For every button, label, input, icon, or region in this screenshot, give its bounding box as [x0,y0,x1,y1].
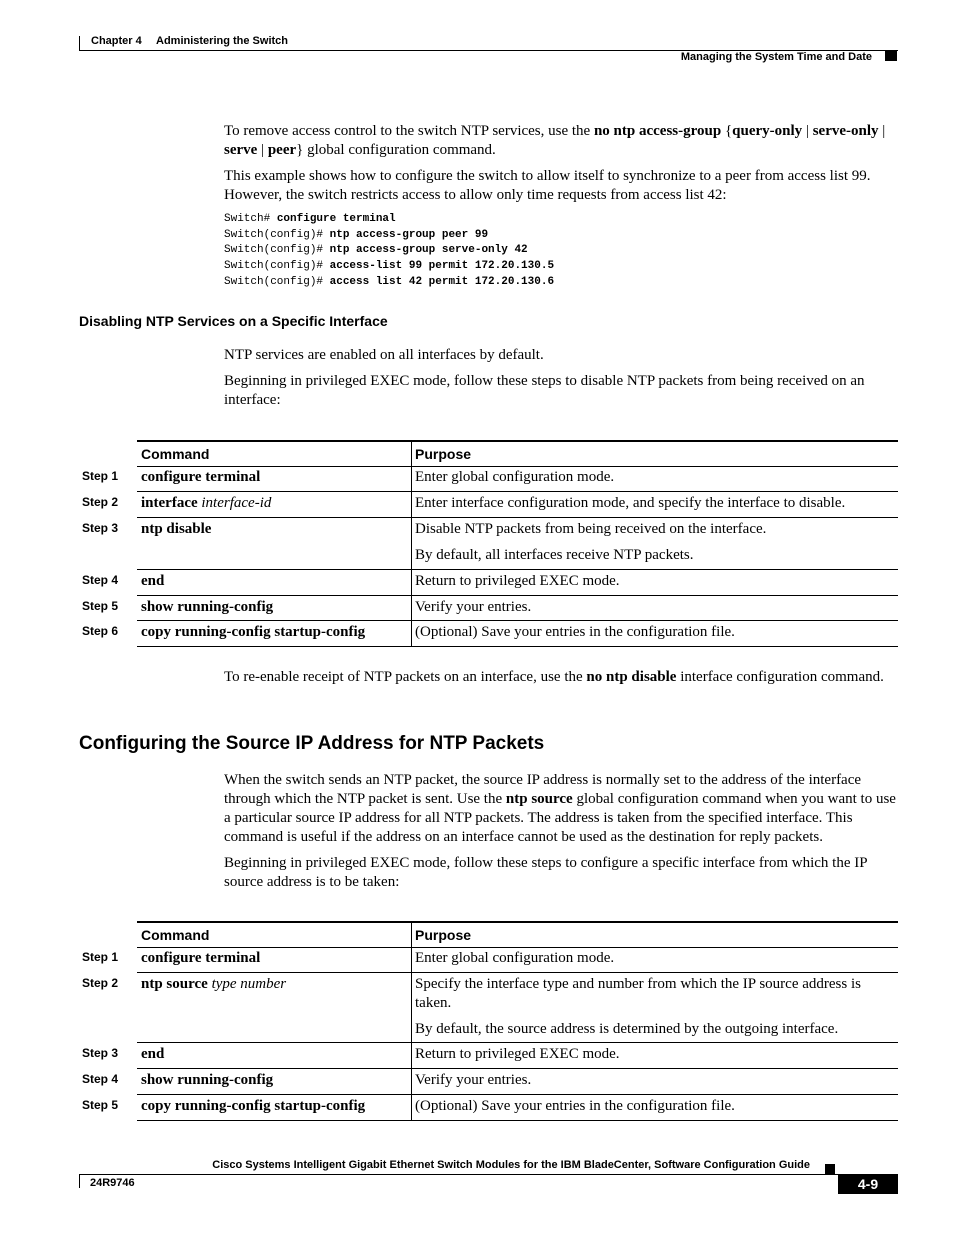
command-cell [141,520,211,539]
code-prompt: Switch(config)# [224,260,330,273]
table-header-row [137,921,898,948]
text-run: When the switch sends an NTP packet, the source IP address is normally set to the address of the interface through which the NTP packet is sent. Use the [224,772,862,807]
command-argument: type number [211,976,287,992]
step-label: Step 6 [82,624,119,638]
code-command: ntp access-group peer 99 [329,228,489,241]
code-prompt: Switch(config)# [224,228,330,241]
command-name: copy running-config startup-config [141,1098,366,1114]
command-name: configure terminal [141,469,261,485]
command-name: configure terminal [141,950,261,966]
footer-doc-number: 24R9746 [90,1177,135,1189]
command-cell [141,975,286,994]
command-cell [141,468,260,487]
header-rule-vertical [79,36,80,50]
text-run: | [878,123,886,139]
text-run: | [802,123,813,139]
command-cell [141,1045,164,1064]
code-line [224,259,554,275]
purpose-text: (Optional) Save your entries in the configuration file. [415,1098,735,1114]
code-prompt: Switch# [224,213,277,225]
code-command: access-list 99 permit 172.20.130.5 [329,260,555,273]
code-prompt: Switch(config)# [224,275,330,288]
text-run: global configuration command when you want to use a particular source IP address for all NTP packets. The address is taken from the specified interface. This command is useful if the address on an interface cannot be used as the destination for reply packets. [224,791,896,845]
table-row [137,492,898,518]
purpose-cell [415,1097,895,1116]
table-row [137,466,898,492]
purpose-text: Return to privileged EXEC mode. [415,573,620,589]
command-keyword: no ntp access-group [593,123,722,139]
section2-paragraph-1 [224,771,899,847]
command-keyword: serve [224,142,258,158]
table-row [137,947,898,973]
text-run: To remove access control to the switch NTP services, use the [224,123,594,139]
purpose-text: Disable NTP packets from being received on the interface. [415,521,767,537]
purpose-text: Enter global configuration mode. [415,950,615,966]
command-cell [141,494,271,513]
step-label: Step 3 [82,521,119,535]
step-label: Step 3 [82,1046,119,1060]
command-name: ntp source [141,976,208,992]
command-table-ntp-source [137,921,898,1122]
header-chapter: Chapter 4 [91,35,142,47]
intro-paragraph-1 [224,122,899,160]
command-name: show running-config [141,599,274,615]
purpose-text: Specify the interface type and number from which the IP source address is taken. [415,976,861,1011]
purpose-text: Enter interface configuration mode, and specify the interface to disable. [415,495,846,511]
code-command: access list 42 permit 172.20.130.6 [329,275,555,288]
command-cell [141,598,273,617]
purpose-text: (Optional) Save your entries in the configuration file. [415,624,735,640]
purpose-cell [415,949,895,968]
step-label: Step 5 [82,1098,119,1112]
code-line [224,275,554,291]
command-name: copy running-config startup-config [141,624,366,640]
code-line [224,228,554,244]
step-label: Step 4 [82,573,119,587]
footer-rule [79,1174,838,1175]
purpose-cell [415,468,895,487]
command-keyword: serve-only [812,123,879,139]
section1-after-paragraph [224,668,899,687]
purpose-text: Return to privileged EXEC mode. [415,1046,620,1062]
command-table-disable-ntp [137,440,898,647]
column-separator [411,440,412,647]
purpose-text: Enter global configuration mode. [415,469,615,485]
column-header-command: Command [141,446,210,462]
table-row [137,973,898,1043]
column-header-purpose: Purpose [415,927,472,943]
command-keyword: query-only [732,123,803,139]
purpose-cell [415,1045,895,1064]
table-header-row [137,440,898,467]
code-command: configure terminal [276,213,396,225]
code-example [224,212,554,291]
step-label: Step 5 [82,599,119,613]
step-label: Step 1 [82,469,119,483]
code-line [224,212,554,228]
text-run: } global configuration command. [296,142,496,158]
column-header-purpose: Purpose [415,446,472,462]
purpose-cell [415,1071,895,1090]
step-label: Step 2 [82,495,119,509]
command-cell [141,1097,365,1116]
code-line [224,243,554,259]
header-marker [885,51,897,61]
text-run: To re-enable receipt of NTP packets on an interface, use the [224,669,587,685]
purpose-note: By default, the source address is determined by the outgoing interface. [415,1021,839,1037]
table-row [137,1069,898,1095]
purpose-text: Verify your entries. [415,1072,532,1088]
purpose-cell [415,975,895,1039]
purpose-text: Verify your entries. [415,599,532,615]
purpose-cell [415,598,895,617]
table-row [137,1095,898,1121]
command-name: end [141,573,165,589]
intro-paragraph-2: This example shows how to configure the switch to allow itself to synchronize to a peer from access list 99. However, the switch restricts access to allow only time requests from access list 42: [224,168,871,203]
table-row [137,596,898,621]
command-name: ntp disable [141,521,212,537]
command-name: end [141,1046,165,1062]
command-keyword: peer [267,142,297,158]
section-heading-source-ip: Configuring the Source IP Address for NTP Packets [79,733,545,754]
purpose-note: By default, all interfaces receive NTP packets. [415,547,694,563]
command-cell [141,572,164,591]
step-label: Step 4 [82,1072,119,1086]
command-keyword: no ntp disable [586,669,677,685]
text-run: { [721,123,733,139]
purpose-cell [415,623,895,642]
command-name: interface [141,495,198,511]
section1-paragraph-2: Beginning in privileged EXEC mode, follow these steps to disable NTP packets from being received on an interface: [224,373,865,408]
purpose-cell [415,520,895,565]
code-command: ntp access-group serve-only 42 [329,244,528,257]
section2-paragraph-2: Beginning in privileged EXEC mode, follow these steps to configure a specific interface from which the IP source address is to be taken: [224,855,868,890]
header-chapter-title: Administering the Switch [156,35,289,47]
purpose-cell [415,572,895,591]
column-header-command: Command [141,927,210,943]
section1-paragraph-1: NTP services are enabled on all interfaces by default. [224,347,544,363]
table-row [137,570,898,596]
command-name: show running-config [141,1072,274,1088]
header-section: Managing the System Time and Date [680,51,872,63]
command-argument: interface-id [201,495,272,511]
step-label: Step 1 [82,950,119,964]
code-prompt: Switch(config)# [224,244,330,257]
command-cell [141,949,260,968]
command-cell [141,1071,273,1090]
footer-title: Cisco Systems Intelligent Gigabit Ethernet Switch Modules for the IBM BladeCenter, Software Configuration Guide [212,1159,810,1171]
command-cell [141,623,365,642]
column-separator [411,921,412,1121]
page-number: 4-9 [838,1174,898,1194]
table-row [137,1043,898,1069]
section-heading-disabling-ntp: Disabling NTP Services on a Specific Interface [79,313,388,329]
table-row [137,518,898,570]
footer-rule-vertical [79,1174,80,1188]
table-row [137,621,898,647]
command-keyword: ntp source [505,791,573,807]
footer-marker [825,1164,835,1174]
purpose-cell [415,494,895,513]
text-run: interface configuration command. [676,669,884,685]
step-label: Step 2 [82,976,119,990]
text-run: | [257,142,268,158]
